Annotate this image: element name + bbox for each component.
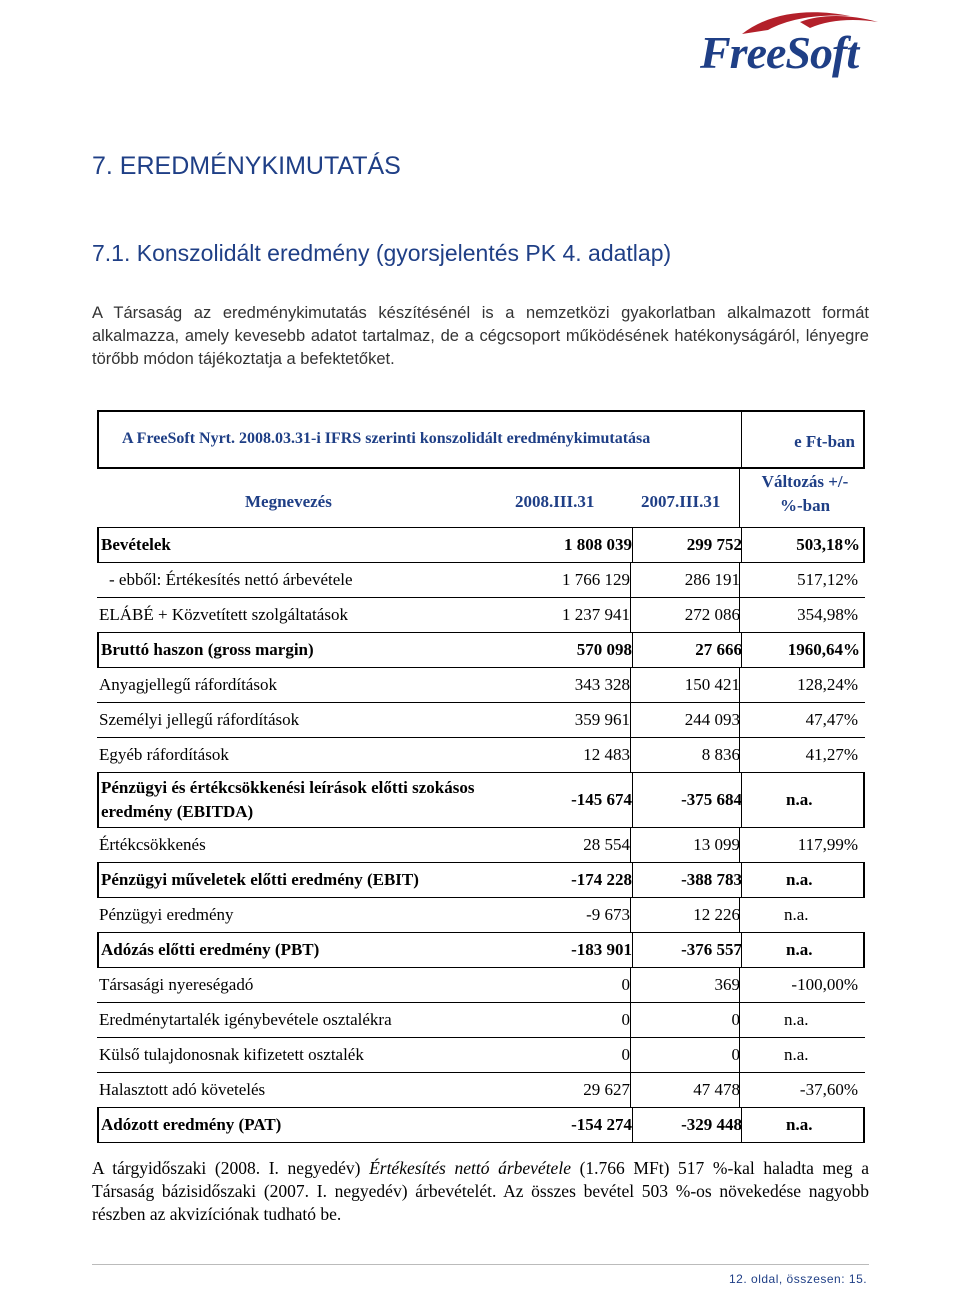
row-name: Pénzügyi és értékcsökkenési leírások előtti szokásos eredmény (EBITDA) (101, 778, 475, 821)
row-name: Személyi jellegű ráfordítások (99, 710, 300, 729)
row-value-2008: -9 673 (586, 905, 630, 924)
table-row (97, 703, 865, 738)
summary-part2: (1.766 MFt) 517 %-kal haladta meg a Társaság bázisidőszaki (2007. I. negyedév) árbevételét. Az összes bevétel 503 %-os növekedése nagyobb részben az akvizíciónak tudható be. (92, 1158, 870, 1224)
row-change: 354,98% (797, 605, 858, 624)
row-value-2007: 13 099 (693, 835, 740, 854)
row-name: Társasági nyereségadó (99, 975, 254, 994)
row-value-2008: 1 766 129 (562, 570, 630, 589)
row-change: 47,47% (805, 710, 858, 729)
table-row (97, 528, 865, 563)
table-row (97, 668, 865, 703)
row-change: 41,27% (805, 745, 858, 764)
freesoft-logo (700, 8, 885, 78)
table-unit: e Ft-ban (794, 432, 855, 451)
table-row (97, 563, 865, 598)
row-value-2008: -145 674 (571, 790, 632, 809)
row-value-2007: 150 421 (684, 675, 740, 694)
row-name: Bevételek (101, 535, 171, 554)
table-title-row (97, 410, 865, 469)
summary-italic: Értékesítés nettó árbevétele (369, 1158, 571, 1178)
row-name: ELÁBÉ + Közvetített szolgáltatások (99, 605, 348, 624)
row-change: 117,99% (797, 835, 858, 854)
row-name: Adózott eredmény (PAT) (101, 1115, 282, 1134)
row-change: n.a. (784, 905, 809, 924)
table-row (97, 968, 865, 1003)
row-name: Pénzügyi eredmény (99, 905, 234, 924)
section-heading: 7. EREDMÉNYKIMUTATÁS (92, 152, 401, 180)
table-row (97, 828, 865, 863)
row-value-2007: 369 (714, 975, 740, 994)
row-value-2008: 0 (621, 975, 630, 994)
row-value-2007: 299 752 (686, 535, 742, 554)
footer-divider (92, 1264, 869, 1265)
row-value-2007: -388 783 (681, 870, 742, 889)
table-row (97, 898, 865, 933)
table-row (97, 1073, 865, 1108)
row-change: -100,00% (791, 975, 858, 994)
table-row (97, 1003, 865, 1038)
header-name: Megnevezés (245, 492, 332, 511)
row-name: Bruttó haszon (gross margin) (101, 640, 314, 659)
row-name: Halasztott adó követelés (99, 1080, 266, 1099)
table-row (97, 738, 865, 773)
intro-paragraph: A Társaság az eredménykimutatás készítésénél is a nemzetközi gyakorlatban alkalmazott formát alkalmazza, amely kevesebb adatot tartalmaz, de a cégcsoport működésének hatékonyságáról, lényegre törőbb módon tájékoztatja a befektetőket. (92, 304, 869, 368)
row-value-2008: 570 098 (576, 640, 632, 659)
row-value-2008: 29 627 (583, 1080, 630, 1099)
row-name: Egyéb ráfordítások (99, 745, 229, 764)
row-value-2008: -174 228 (571, 870, 632, 889)
table-row (97, 933, 865, 968)
table-row (97, 773, 865, 828)
row-value-2007: 0 (731, 1045, 740, 1064)
row-name: Értékcsökkenés (99, 835, 206, 854)
row-change: n.a. (786, 790, 813, 809)
row-change: 517,12% (797, 570, 858, 589)
table-row (97, 598, 865, 633)
row-value-2008: 0 (621, 1045, 630, 1064)
row-value-2008: 343 328 (574, 675, 630, 694)
table-body (97, 527, 865, 1143)
row-change: 128,24% (797, 675, 858, 694)
row-value-2007: 8 836 (701, 745, 740, 764)
row-change: 1960,64% (787, 640, 860, 659)
row-value-2007: 286 191 (684, 570, 740, 589)
row-name: Eredménytartalék igénybevétele osztalékra (99, 1010, 392, 1029)
header-change: Változás +/- %-ban (761, 472, 849, 515)
row-change: n.a. (784, 1010, 809, 1029)
row-change: n.a. (786, 940, 813, 959)
row-change: 503,18% (796, 535, 860, 554)
row-value-2007: 27 666 (695, 640, 742, 659)
header-2007: 2007.III.31 (641, 492, 721, 511)
row-value-2008: 1 808 039 (564, 535, 632, 554)
row-name: Pénzügyi műveletek előtti eredmény (EBIT) (101, 870, 419, 889)
table-title: A FreeSoft Nyrt. 2008.03.31-i IFRS szerinti konszolidált eredménykimutatása (122, 430, 651, 447)
row-value-2008: 359 961 (574, 710, 630, 729)
row-value-2007: -329 448 (681, 1115, 742, 1134)
row-value-2008: 28 554 (583, 835, 630, 854)
row-value-2007: 0 (731, 1010, 740, 1029)
row-value-2008: -183 901 (571, 940, 632, 959)
row-value-2008: 1 237 941 (562, 605, 630, 624)
summary-part1: A tárgyidőszaki (2008. I. negyedév) (92, 1158, 370, 1178)
page-footer: 12. oldal, összesen: 15. (729, 1272, 868, 1286)
table-row (97, 863, 865, 898)
table-header-row (97, 467, 865, 527)
row-value-2007: 244 093 (684, 710, 740, 729)
table-row (97, 633, 865, 668)
row-value-2007: 47 478 (693, 1080, 740, 1099)
row-change: n.a. (786, 1115, 813, 1134)
row-value-2007: 272 086 (684, 605, 740, 624)
row-value-2007: 12 226 (693, 905, 740, 924)
summary-paragraph (92, 1157, 869, 1226)
row-name: Külső tulajdonosnak kifizetett osztalék (99, 1045, 364, 1064)
logo-text: FreeSoft (700, 27, 859, 78)
row-value-2007: -375 684 (681, 790, 742, 809)
row-value-2008: 0 (621, 1010, 630, 1029)
header-2008: 2008.III.31 (515, 492, 595, 511)
row-change: n.a. (784, 1045, 809, 1064)
row-change: n.a. (786, 870, 813, 889)
row-change: -37,60% (799, 1080, 858, 1099)
table-row (97, 1038, 865, 1073)
row-value-2008: -154 274 (571, 1115, 632, 1134)
row-name: Anyagjellegű ráfordítások (99, 675, 277, 694)
table-row (97, 1108, 865, 1143)
row-value-2007: -376 557 (681, 940, 742, 959)
row-name: - ebből: Értékesítés nettó árbevétele (109, 570, 353, 589)
row-name: Adózás előtti eredmény (PBT) (101, 940, 320, 959)
row-value-2008: 12 483 (583, 745, 630, 764)
income-statement-table (97, 410, 865, 1134)
subsection-heading: 7.1. Konszolidált eredmény (gyorsjelentés PK 4. adatlap) (92, 240, 672, 266)
